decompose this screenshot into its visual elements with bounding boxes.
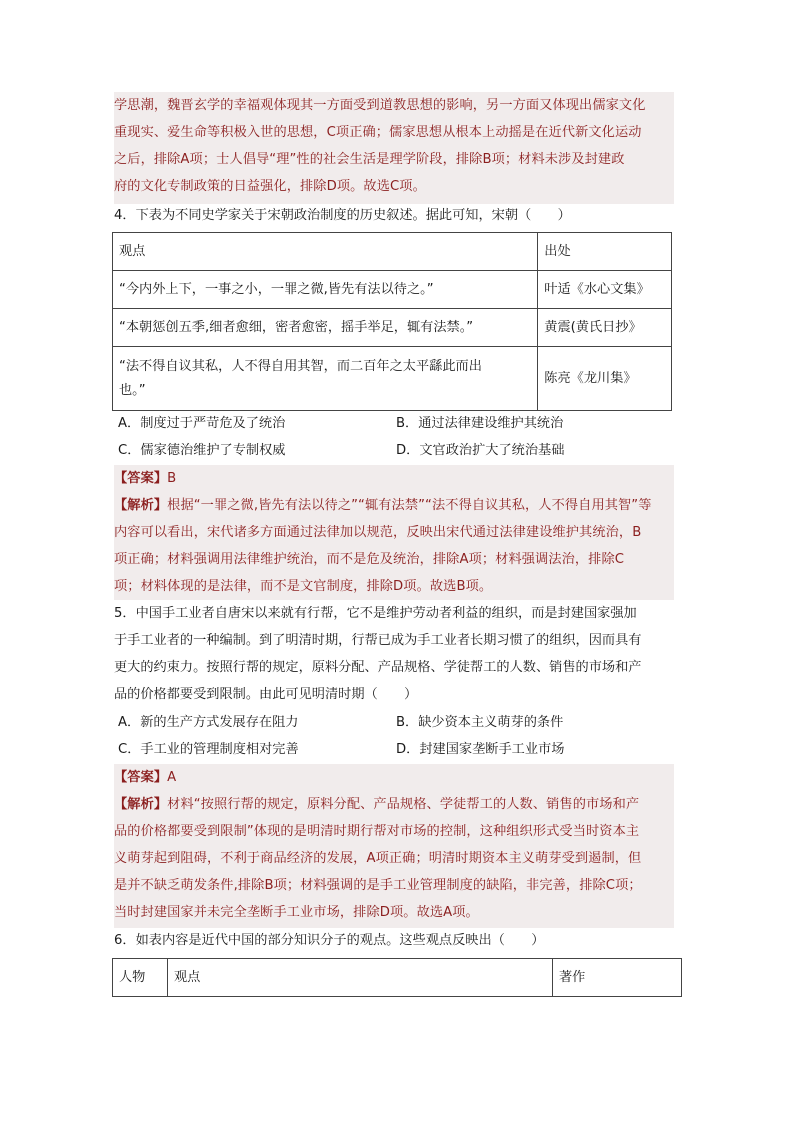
answer-tag: 【答案】 xyxy=(114,770,168,785)
analysis-tag: 【解析】 xyxy=(114,498,168,513)
q4-answer-block xyxy=(114,465,674,600)
q4-option-a: A．制度过于严苛危及了统治 xyxy=(118,416,286,431)
q4-analysis-line xyxy=(114,492,674,519)
q4-table-view-line: 也。” xyxy=(119,382,146,398)
q4-table-view-cell xyxy=(113,347,538,411)
q4-table-source-cell: 陈亮《龙川集》 xyxy=(538,347,672,411)
q6-table xyxy=(112,958,682,997)
q5-option-b: B．缺少资本主义萌芽的条件 xyxy=(396,715,564,730)
q4-answer-line xyxy=(114,465,674,492)
q4-option-b: B．通过法律建设维护其统治 xyxy=(396,416,564,431)
q3-explanation-block xyxy=(114,92,674,204)
q5-stem-line: 5．中国手工业者自唐宋以来就有行帮，它不是维护劳动者利益的组织，而是封建国家强加 xyxy=(114,606,637,621)
q5-option-a: A．新的生产方式发展存在阻力 xyxy=(118,715,299,730)
q4-table-source-cell: 叶适《水心文集》 xyxy=(538,271,672,309)
q5-option-d: D．封建国家垄断手工业市场 xyxy=(396,742,565,757)
explanation-line: 重现实、爱生命等积极入世的思想，C项正确；儒家思想从根本上动摇是在近代新文化运动 xyxy=(114,125,642,140)
explanation-line: 学思潮，魏晋玄学的幸福观体现其一方面受到道教思想的影响，另一方面又体现出儒家文化 xyxy=(114,98,646,113)
q4-answer: B xyxy=(167,471,177,486)
q4-table-source-cell: 黄震(黄氏日抄》 xyxy=(538,309,672,347)
q4-table xyxy=(112,232,672,411)
q5-answer-line xyxy=(114,764,674,791)
q5-stem-line: 更大的约束力。按照行帮的规定，原料分配、产品规格、学徒帮工的人数、销售的市场和产 xyxy=(114,660,642,675)
explanation-line: 之后，排除A项；士人倡导“理”性的社会生活是理学阶段，排除B项；材料未涉及封建政 xyxy=(114,152,625,167)
q4-table-view-line: “法不得自议其私，人不得自用其智，而二百年之太平繇此而出 xyxy=(119,358,482,374)
q4-option-d: D．文官政治扩大了统治基础 xyxy=(396,443,565,458)
explanation-line: 府的文化专制政策的日益强化，排除D项。故选C项。 xyxy=(114,179,426,194)
q5-analysis-line: 是并不缺乏萌发条件,排除B项；材料强调的是手工业管理制度的缺陷，非完善，排除C项； xyxy=(114,878,642,893)
q6-table-header-view: 观点 xyxy=(168,959,553,997)
q5-answer: A xyxy=(167,770,177,785)
q4-table-header-view: 观点 xyxy=(113,233,538,271)
analysis-text: 根据“一罪之微,皆先有法以待之”“辄有法禁”“法不得自议其私，人不得自用其智”等 xyxy=(167,498,652,513)
q5-option-c: C．手工业的管理制度相对完善 xyxy=(118,742,299,757)
q4-option-c: C．儒家德治维护了专制权威 xyxy=(118,443,286,458)
q6-stem: 6．如表内容是近代中国的部分知识分子的观点。这些观点反映出（ ） xyxy=(114,933,545,948)
q5-stem-line: 于手工业者的一种编制。到了明清时期，行帮已成为手工业者长期习惯了的组织，因而具有 xyxy=(114,633,642,648)
q5-analysis-line xyxy=(114,791,674,818)
q4-table-header-source: 出处 xyxy=(538,233,672,271)
q4-analysis-line: 项；材料体现的是法律，而不是文官制度，排除D项。故选B项。 xyxy=(114,579,493,594)
q5-analysis-line: 品的价格都要受到限制”体现的是明清时期行帮对市场的控制，这种组织形式受当时资本主 xyxy=(114,824,640,839)
q4-analysis-line: 内容可以看出，宋代诸多方面通过法律加以规范，反映出宋代通过法律建设维护其统治，B xyxy=(114,525,642,540)
q4-analysis-line: 项正确；材料强调用法律维护统治，而不是危及统治，排除A项；材料强调法治，排除C xyxy=(114,552,625,567)
q6-table-header-work: 著作 xyxy=(553,959,682,997)
q5-answer-block xyxy=(114,764,674,928)
q6-table-header-person: 人物 xyxy=(113,959,168,997)
analysis-tag: 【解析】 xyxy=(114,797,168,812)
q5-stem-line: 品的价格都要受到限制。由此可见明清时期（ ） xyxy=(114,687,418,702)
q4-table-view-cell: “今内外上下，一事之小，一罪之微,皆先有法以待之。” xyxy=(113,271,538,309)
q4-stem: 4．下表为不同史学家关于宋朝政治制度的历史叙述。据此可知，宋朝（ ） xyxy=(114,208,571,223)
q5-analysis-line: 义萌芽起到阻碍，不利于商品经济的发展，A项正确；明清时期资本主义萌芽受到遏制，但 xyxy=(114,851,642,866)
q4-table-view-cell: “本朝惩创五季,细者愈细，密者愈密，摇手举足，辄有法禁。” xyxy=(113,309,538,347)
answer-tag: 【答案】 xyxy=(114,471,168,486)
analysis-text: 材料“按照行帮的规定，原料分配、产品规格、学徒帮工的人数、销售的市场和产 xyxy=(167,797,640,812)
q5-analysis-line: 当时封建国家并未完全垄断手工业市场，排除D项。故选A项。 xyxy=(114,905,479,920)
